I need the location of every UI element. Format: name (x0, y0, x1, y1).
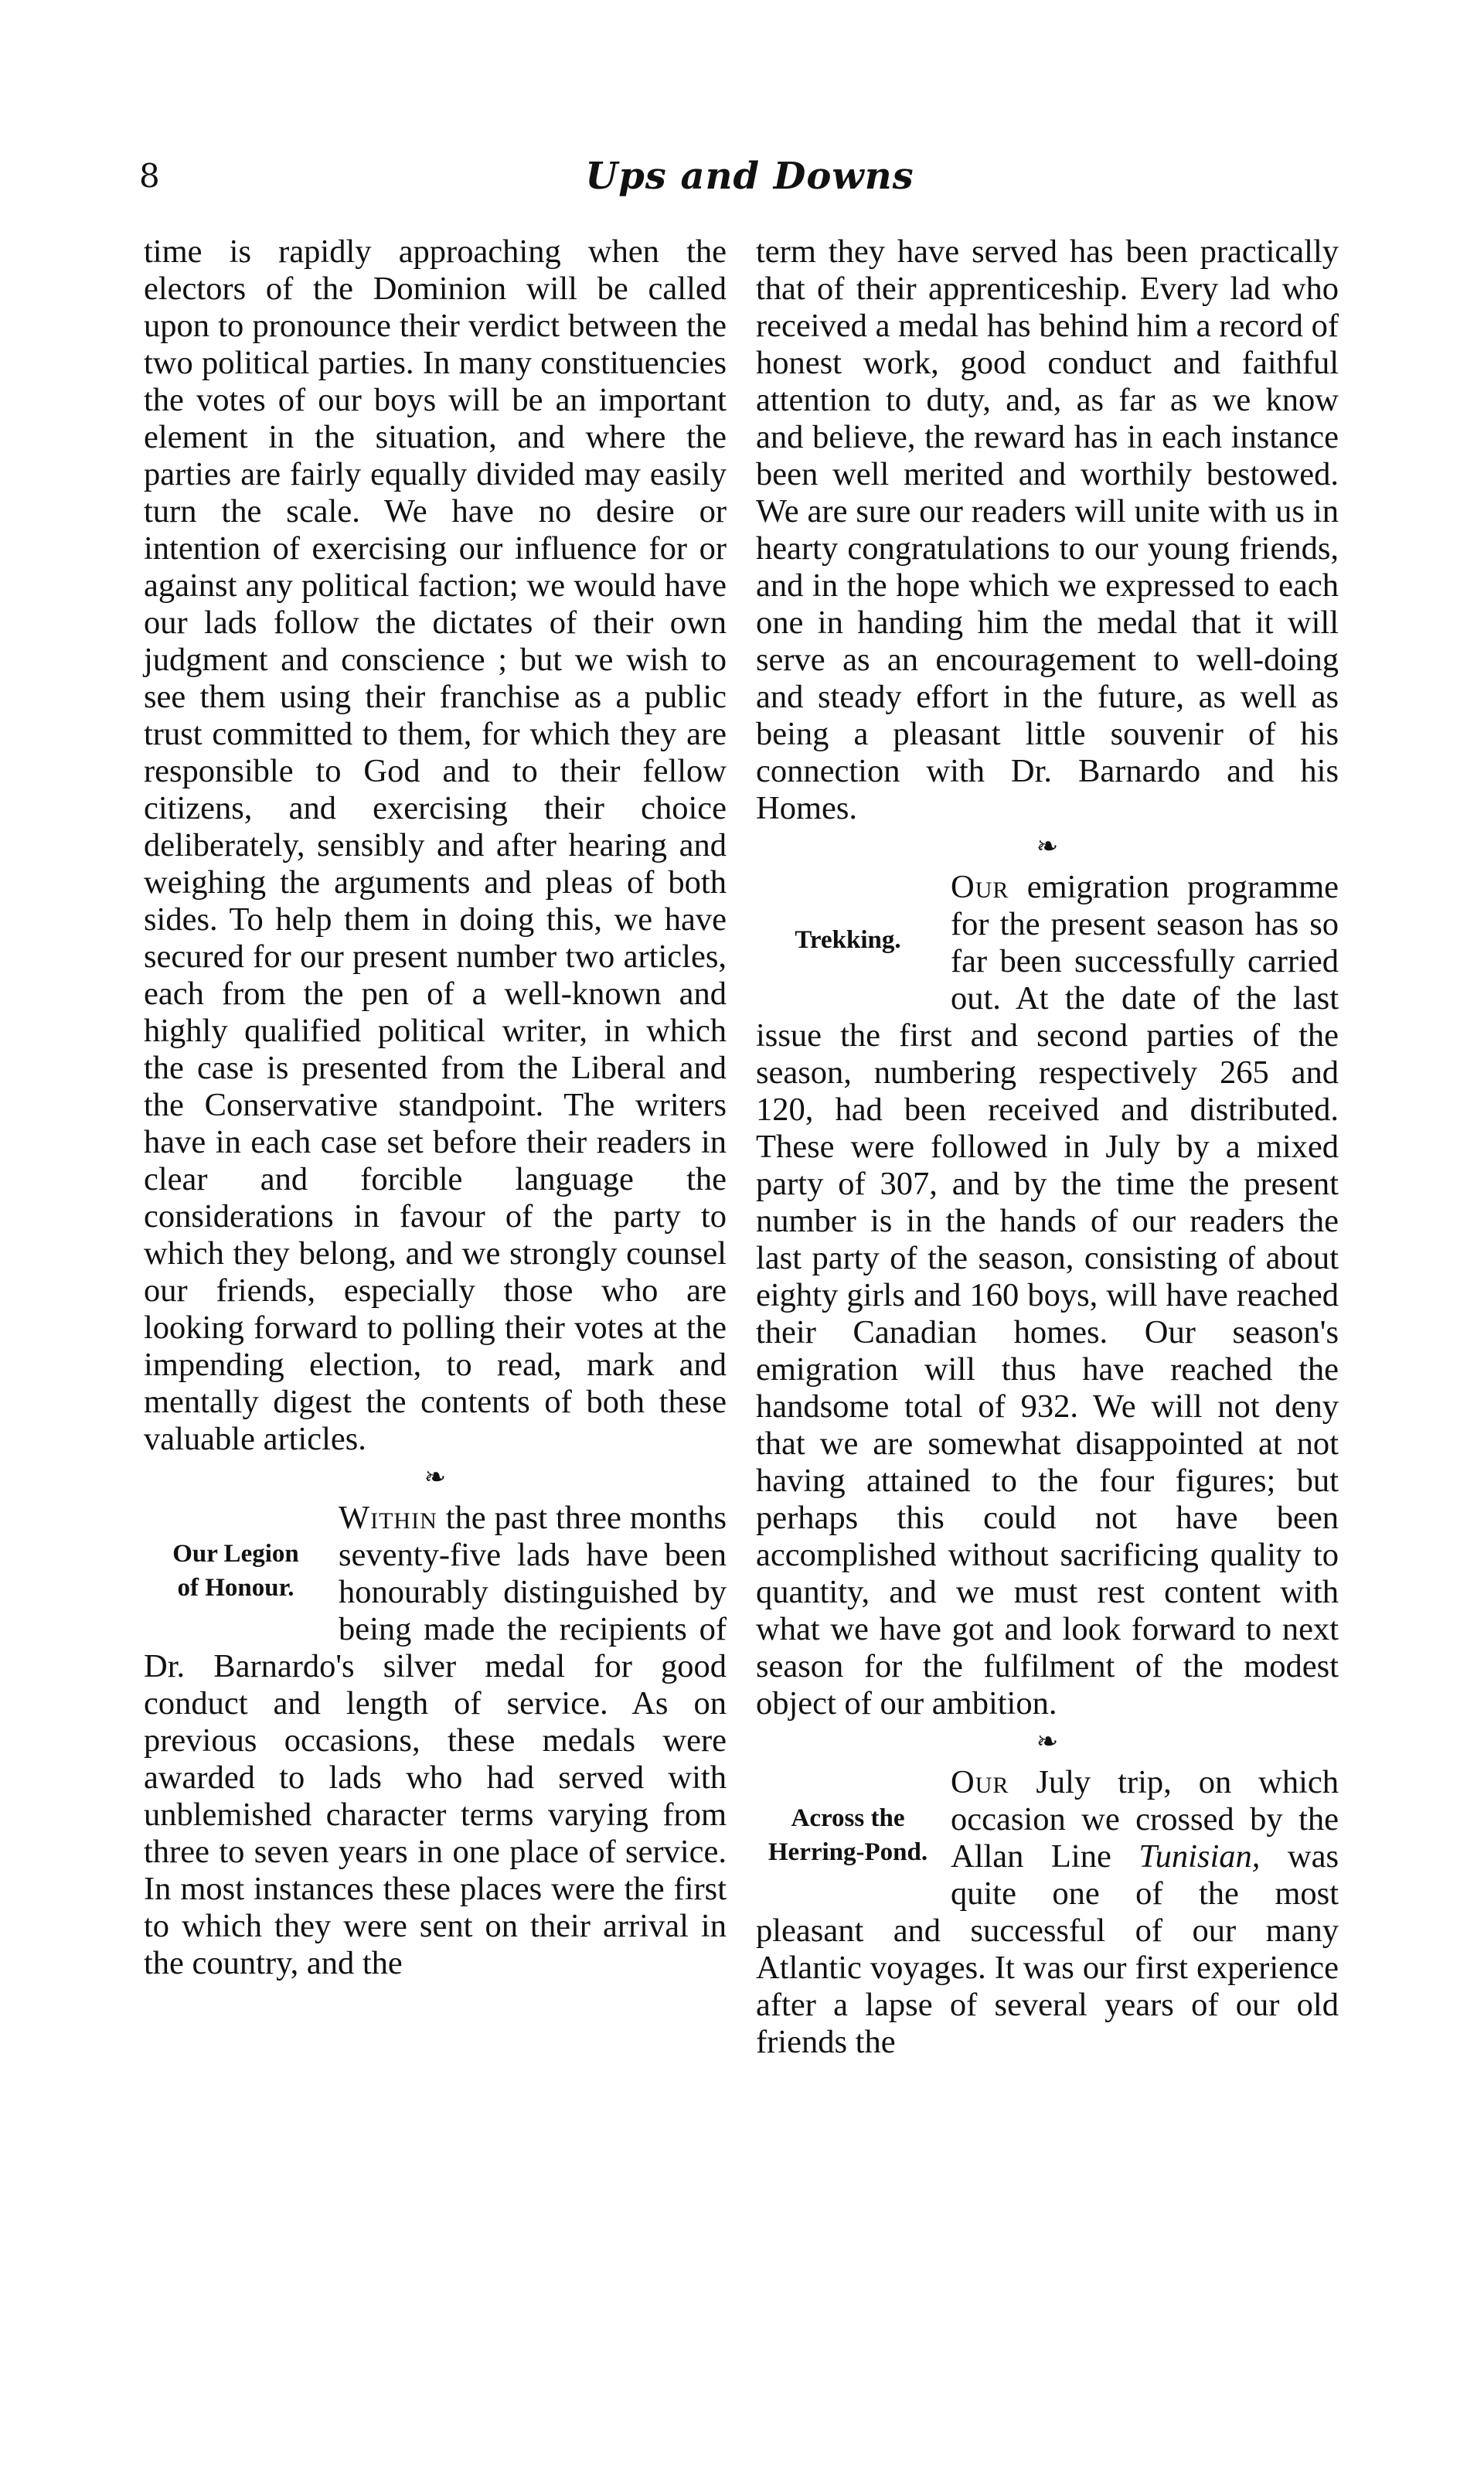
intro-paragraph: time is rapidly approaching when the electors of the Dominion will be called upon to pronounce their verdict between the two political parties. In many constituencies the votes of our boys will be an important element in the situation, and where the parties are fairly equally divided may easily turn the scale. We have no desire or intention of exercising our influence for or against any political faction; we would have our lads follow the dictates of their own judgment and conscience ; but we wish to see them using their franchise as a public trust committed to them, for which they are responsible to God and to their fellow citizens, and exercising their choice deliberately, sensibly and after hearing and weighing the arguments and pleas of both sides. To help them in doing this, we have secured for our present number two articles, each from the pen of a well-known and highly qualified political writer, in which the case is presented from the Liberal and the Conservative standpoint. The writers have in each case set before their readers in clear and forcible language the considerations in favour of the party to which they belong, and we strongly counsel our friends, especially those who are looking forward to polling their votes at the impending election, to read, mark and mentally digest the contents of both these valuable articles. (144, 233, 727, 1457)
sidehead-herring-line1: Across the (791, 1804, 905, 1832)
herring-text-after: was quite one of the most pleasant and successful of our many Atlantic voyages. It was our first experience after a lapse of several years of our old friends the (756, 1838, 1339, 2060)
ornament-icon: ❧ (1036, 1728, 1059, 1756)
page-number: 8 (139, 157, 160, 195)
sidehead-legion-line2: of Honour. (177, 1574, 294, 1602)
right-column (756, 233, 1339, 2061)
trekking-lead-word: Our (951, 869, 1009, 905)
sidehead-legion-line1: Our Legion (172, 1540, 299, 1568)
sidehead-herring (756, 1764, 940, 1906)
herring-text-before: July trip, on which occasion we crossed by the Allan Line (951, 1764, 1339, 1875)
page-header (139, 155, 1360, 198)
ornament-icon: ❧ (1036, 833, 1059, 861)
sidehead-trekking-label: Trekking. (795, 926, 901, 954)
trekking-text: emigration programme for the present season has so far been successfully carried out. At the date of the last issue the first and second parties of the season, numbering respectively 265 and 120, had been received and distributed. These were followed in July by a mixed party of 307, and by the time the present number is in the hands of our readers the last party of the season, consisting of about eighty girls and 160 boys, will have reached their Canadian homes. Our season's emigration will thus have reached the handsome total of 932. We will not deny that we are somewhat disappointed at not having attained to the four figures; but perhaps this could not have been accomplished without sacrificing quality to quantity, and we must rest content with what we have got and look forward to next season for the fulfilment of the modest object of our ambition. (756, 869, 1339, 1722)
sidehead-legion (144, 1500, 328, 1642)
legion-lead-word: Within (339, 1500, 437, 1536)
legion-text: the past three months seventy-five lads have been honourably distinguished by being made the recipients of Dr. Barnardo's silver medal for good conduct and length of service. As on previous occasions, these medals were awarded to lads who had served with unblemished character terms varying from three to seven years in one place of service. In most instances these places were the first to which they were sent on their arrival in the country, and the (144, 1500, 727, 1981)
running-title: Ups and Downs (585, 155, 914, 198)
sidehead-trekking (756, 869, 940, 1011)
herring-lead-word: Our (951, 1764, 1009, 1800)
ornament-icon: ❧ (424, 1463, 447, 1492)
continued-paragraph: term they have served has been practically that of their apprenticeship. Every lad who received a medal has behind him a record of honest work, good conduct and faithful attention to duty, and, as far as we know and believe, the reward has in each instance been well merited and worthily bestowed. We are sure our readers will unite with us in hearty congratulations to our young friends, and in the hope which we expressed to each one in handing him the medal that it will serve as an encouragement to well-doing and steady effort in the future, as well as being a pleasant little souvenir of his connection with Dr. Barnardo and his Homes. (756, 233, 1339, 826)
ship-name: Tunisian, (1139, 1838, 1261, 1875)
section-legion-of-honour (144, 1500, 727, 1982)
left-column (144, 233, 727, 1982)
section-herring-pond (756, 1764, 1339, 2061)
sidehead-herring-line2: Herring-Pond. (768, 1838, 928, 1866)
section-trekking (756, 869, 1339, 1722)
